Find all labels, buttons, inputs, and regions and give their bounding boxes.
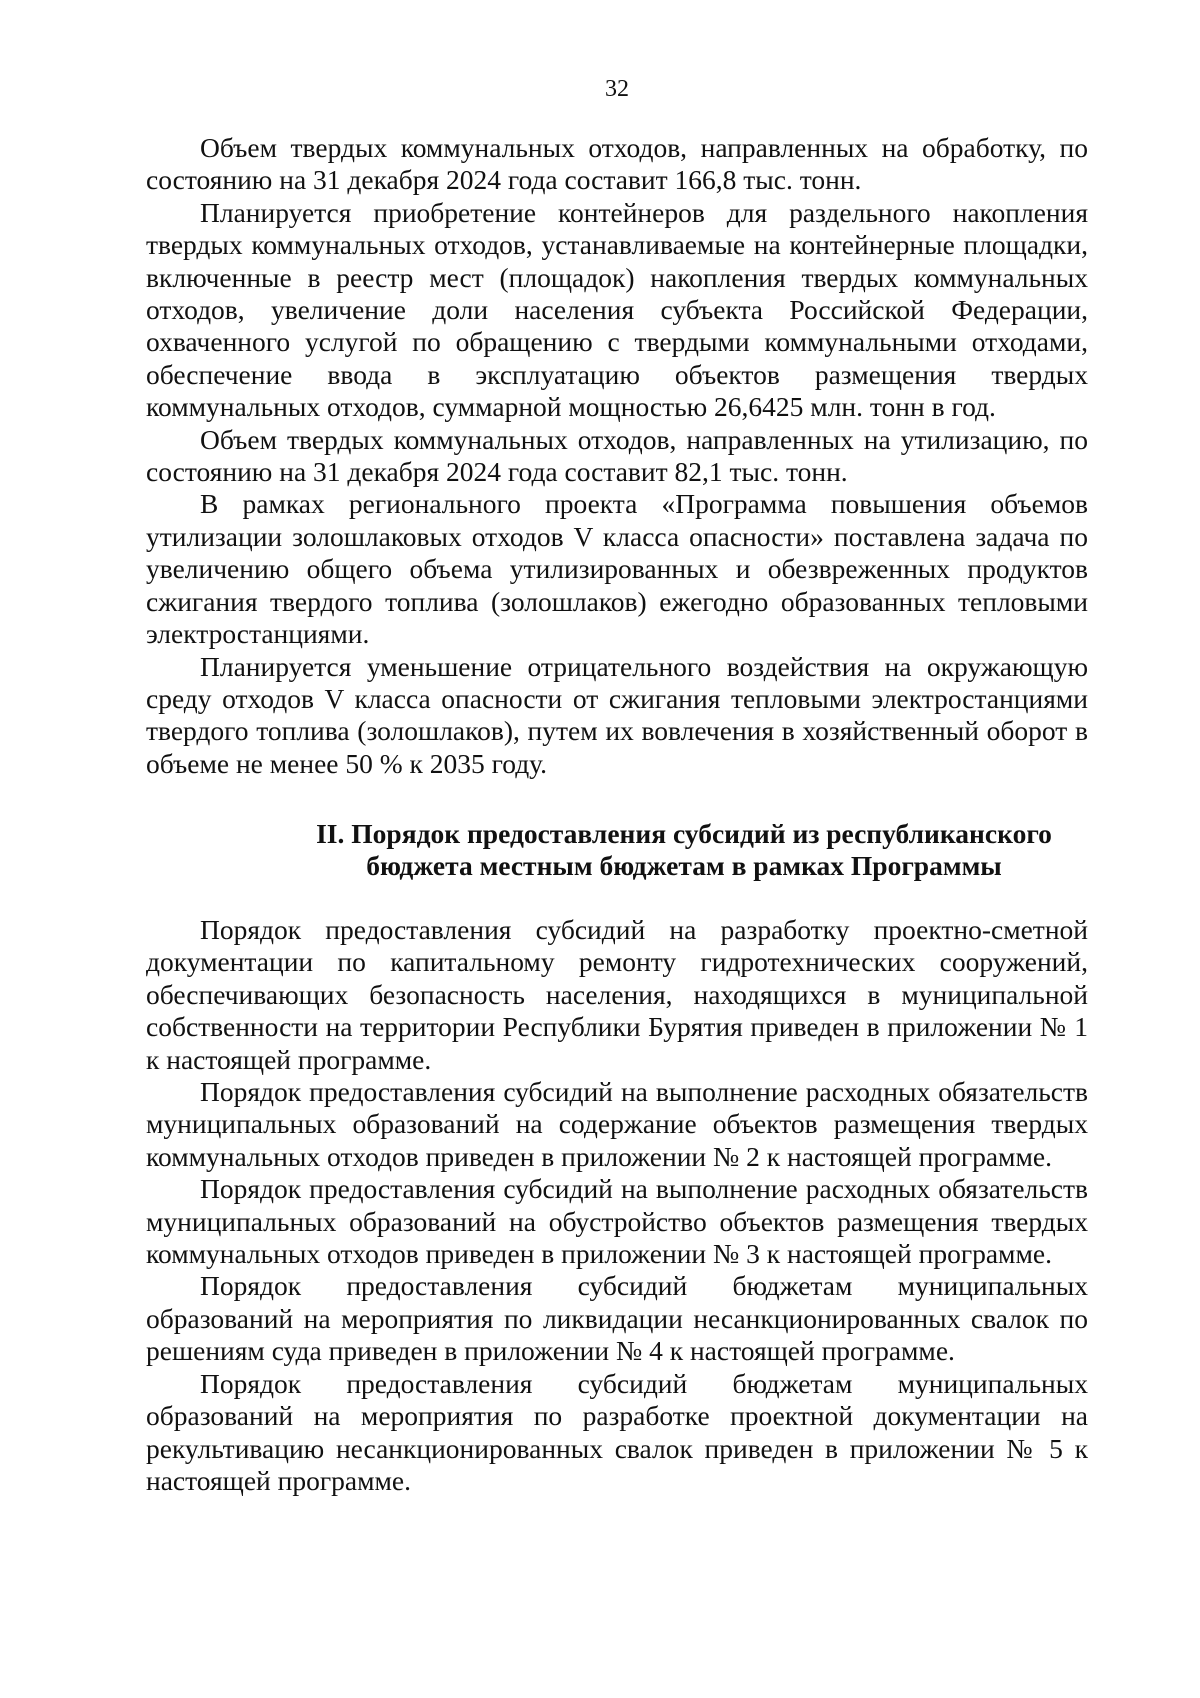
paragraph: Порядок предоставления субсидий на выполнение расходных обязательств муниципальных образований на обустройство объектов размещения твердых коммунальных отходов приведен в приложении № 3 к настоящей программе. [146,1173,1088,1270]
section-heading-line-1: II. Порядок предоставления субсидий из республиканского [316,818,1052,849]
paragraph: Планируется приобретение контейнеров для раздельного накопления твердых коммунальных отходов, устанавливаемые на контейнерные площадки, включенные в реестр мест (площадок) накопления твердых коммунальных отходов, увеличение доли населения субъекта Российской Федерации, охваченного услугой по обращению с твердыми коммунальными отходами, обеспечение ввода в эксплуатацию объектов размещения твердых коммунальных отходов, суммарной мощностью 26,6425 млн. тонн в год. [146,196,1088,423]
paragraph: Объем твердых коммунальных отходов, направленных на обработку, по состоянию на 31 декабря 2024 года составит 166,8 тыс. тонн. [146,132,1088,196]
text-block-top [146,132,1088,780]
page-number: 32 [605,76,629,102]
paragraph: Порядок предоставления субсидий на разработку проектно-сметной документации по капитальному ремонту гидротехнических сооружений, обеспечивающих безопасность населения, находящихся в муниципальной собственности на территории Республики Бурятия приведен в приложении № 1 к настоящей программе. [146,914,1088,1075]
paragraph: Порядок предоставления субсидий на выполнение расходных обязательств муниципальных образований на содержание объектов размещения твердых коммунальных отходов приведен в приложении № 2 к настоящей программе. [146,1076,1088,1172]
paragraph: Порядок предоставления субсидий бюджетам муниципальных образований на мероприятия по разработке проектной документации на рекультивацию несанкционированных свалок приведен в приложении № 5 к настоящей программе. [146,1367,1088,1496]
section-heading-line-2: бюджета местным бюджетам в рамках Программы [366,850,1002,882]
paragraph: В рамках регионального проекта «Программа повышения объемов утилизации золошлаковых отходов V класса опасности» поставлена задача по увеличению общего объема утилизированных и обезвреженных продуктов сжигания твердого топлива (золошлаков) ежегодно образованных тепловыми электростанциями. [146,488,1088,650]
paragraph: Порядок предоставления субсидий бюджетам муниципальных образований на мероприятия по ликвидации несанкционированных свалок по решениям суда приведен в приложении № 4 к настоящей программе. [146,1270,1088,1367]
paragraph: Планируется уменьшение отрицательного воздействия на окружающую среду отходов V класса опасности от сжигания тепловыми электростанциями твердого топлива (золошлаков), путем их вовлечения в хозяйственный оборот в объеме не менее 50 % к 2035 году. [146,650,1088,779]
paragraph: Объем твердых коммунальных отходов, направленных на утилизацию, по состоянию на 31 декабря 2024 года составит 82,1 тыс. тонн. [146,423,1088,488]
section-heading [146,818,1088,883]
text-block-bottom [146,914,1088,1497]
